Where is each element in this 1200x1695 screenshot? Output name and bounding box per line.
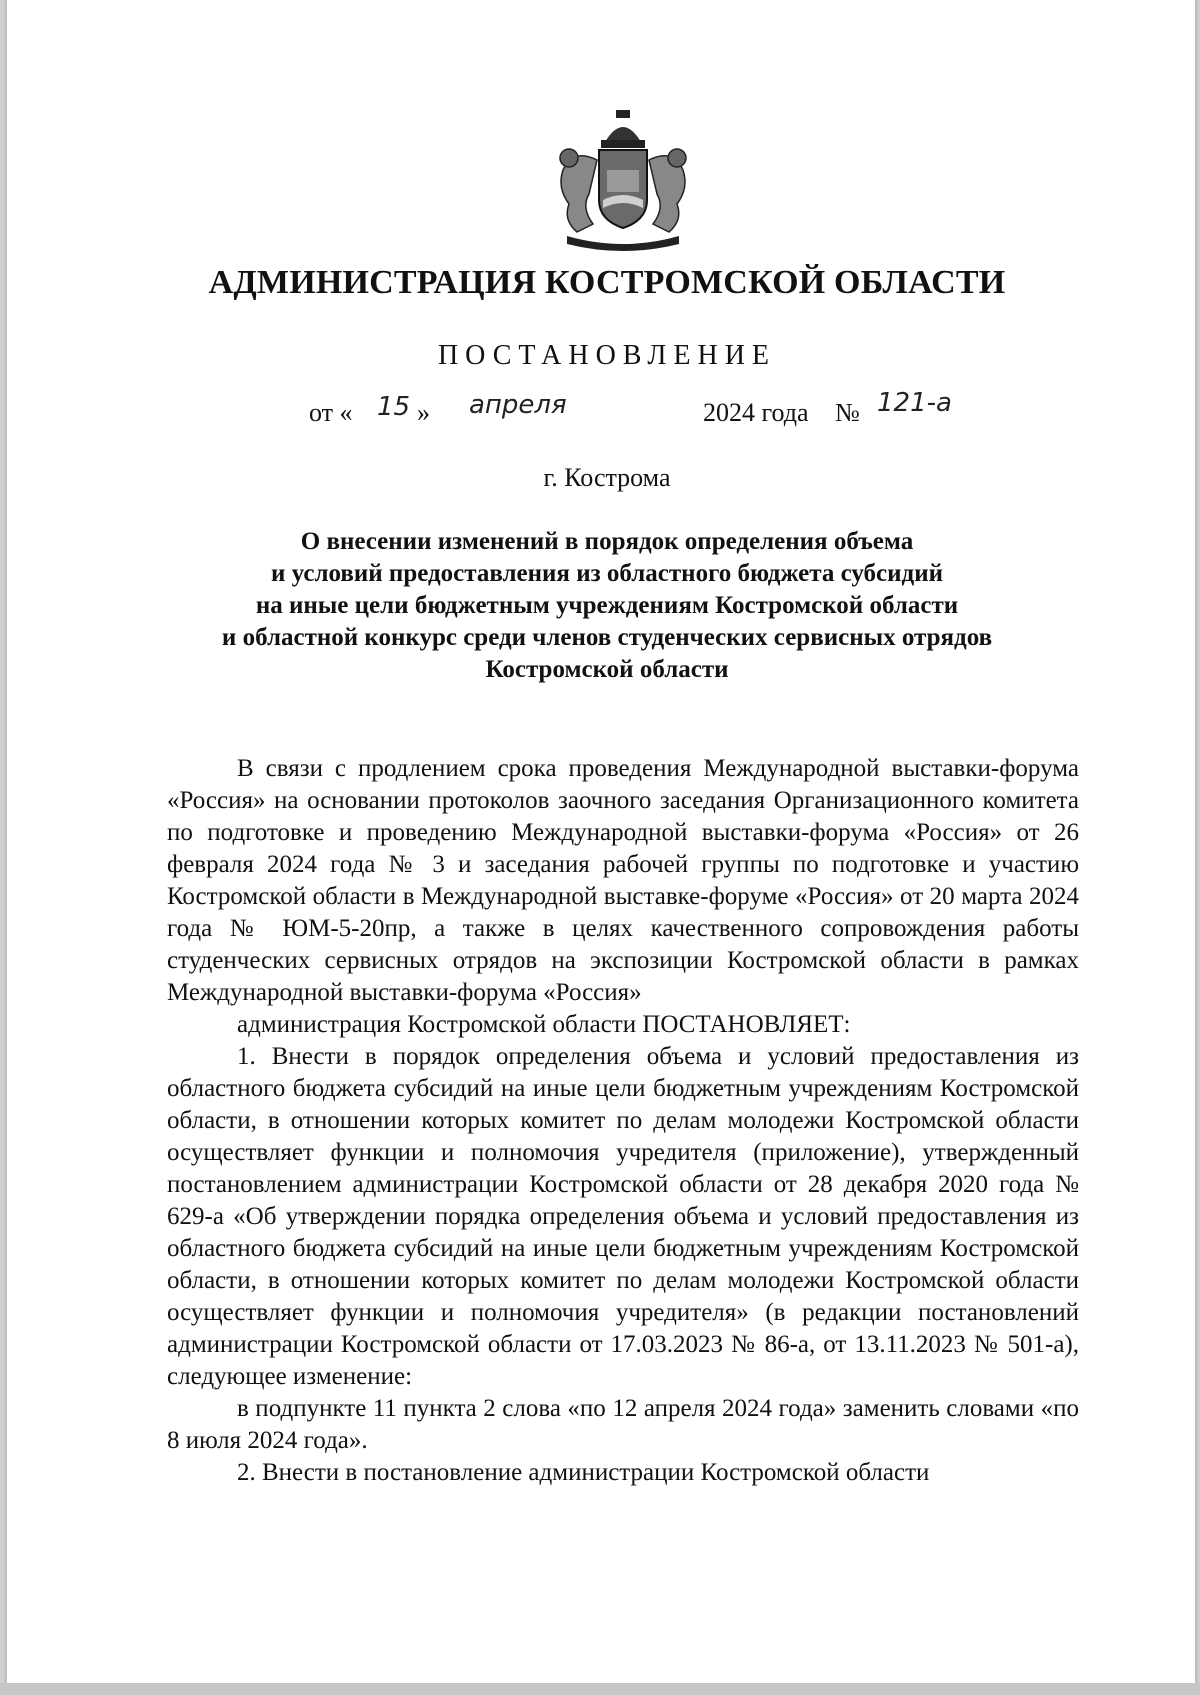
date-month-handwritten: апреля — [469, 390, 567, 420]
document-subject — [157, 526, 1057, 686]
page-bottom-edge — [0, 1683, 1200, 1695]
body-paragraph: 2. Внести в постановление администрации Костромской области — [237, 1459, 930, 1486]
number-sign: № — [835, 398, 860, 427]
date-line — [7, 388, 1200, 438]
subject-line: Костромской области — [485, 656, 729, 683]
date-day-handwritten: 15 — [377, 392, 411, 422]
document-type-title: ПОСТАНОВЛЕНИЕ — [437, 340, 777, 371]
body-paragraph: В связи с продлением срока проведения Международной выставки-форума «Россия» на основании протоколов заочного заседания Организационного комитета по подготовке и проведению Международной выставки-форума «Россия» от 26 февраля 2024 года № 3 и заседания рабочей группы по подготовке и участию Костромской области в Международной выставке-форуме «Россия» от 20 марта 2024 года № ЮМ-5-20пр, а также в целях качественного сопровождения работы студенческих сервисных отрядов на экспозиции Костромской области в рамках Международной выставки-форума «Россия» — [167, 755, 1079, 1006]
document-page — [6, 0, 1196, 1683]
subject-line: О внесении изменений в порядок определения объема — [300, 528, 914, 555]
date-quote-close: » — [417, 398, 430, 427]
body-paragraph: 1. Внести в порядок определения объема и условий предоставления из областного бюджета субсидий на иные цели бюджетным учреждениям Костромской области, в отношении которых комитет по делам молодежи Костромской области осуществляет функции и полномочия учредителя (приложение), утвержденный постановлением администрации Костромской области от 28 декабря 2020 года № 629-а «Об утверждении порядка определения объема и условий предоставления из областного бюджета субсидий на иные цели бюджетным учреждениям Костромской области, в отношении которых комитет по делам молодежи Костромской области осуществляет функции и полномочия учредителя» (в редакции постановлений администрации Костромской области от 17.03.2023 № 86-а, от 13.11.2023 № 501-а), следующее изменение: — [167, 1043, 1079, 1390]
date-prefix: от « — [309, 398, 353, 427]
subject-line: и областной конкурс среди членов студенческих сервисных отрядов — [221, 624, 993, 651]
body-paragraph: в подпункте 11 пункта 2 слова «по 12 апреля 2024 года» заменить словами «по 8 июля 2024 года». — [167, 1395, 1079, 1454]
body-paragraph: администрация Костромской области ПОСТАНОВЛЯЕТ: — [237, 1011, 851, 1038]
subject-line: и условий предоставления из областного бюджета субсидий — [270, 560, 944, 587]
date-year: 2024 года — [703, 398, 809, 427]
coat-of-arms-emblem — [543, 108, 703, 256]
organization-title: АДМИНИСТРАЦИЯ КОСТРОМСКОЙ ОБЛАСТИ — [208, 264, 1006, 301]
city-line: г. Кострома — [543, 463, 671, 492]
document-number-handwritten: 121-а — [877, 388, 952, 418]
subject-line: на иные цели бюджетным учреждениям Костромской области — [255, 592, 959, 619]
document-body — [167, 753, 1079, 1489]
